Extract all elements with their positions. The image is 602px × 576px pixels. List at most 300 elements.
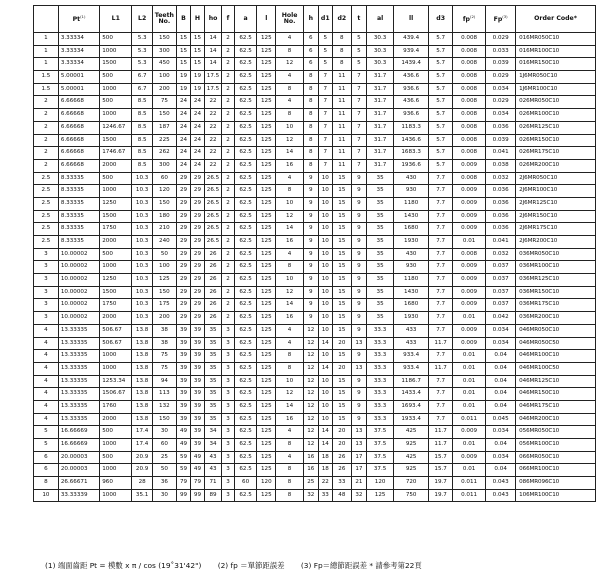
table-cell: 15	[191, 33, 204, 46]
table-cell: 10.3	[132, 248, 153, 261]
table-cell: 2000	[100, 312, 132, 325]
column-header-text: al	[376, 14, 384, 22]
table-cell: 10	[318, 172, 332, 185]
table-cell: 19	[191, 83, 204, 96]
table-cell: 4	[34, 362, 59, 375]
table-cell: 39	[191, 337, 204, 350]
table-cell: 7	[351, 159, 367, 172]
table-cell: 10.3	[132, 197, 153, 210]
table-cell: 10	[318, 185, 332, 198]
table-cell: 7	[318, 83, 332, 96]
table-cell: 15	[333, 274, 352, 287]
table-cell: 16	[304, 464, 318, 477]
table-cell: 62.5	[234, 71, 257, 84]
table-cell: 3	[222, 489, 234, 502]
table-cell: 62.5	[234, 223, 257, 236]
table-row	[34, 197, 596, 210]
table-cell: 10.3	[132, 286, 153, 299]
table-cell: 10.00002	[58, 286, 99, 299]
table-cell: 29	[191, 236, 204, 249]
table-cell: 26.66671	[58, 477, 99, 490]
table-cell: 7	[318, 159, 332, 172]
table-row	[34, 96, 596, 109]
table-cell: 62.5	[234, 185, 257, 198]
table-cell: 26	[204, 261, 222, 274]
table-cell: 125	[257, 312, 276, 325]
table-cell: 35	[204, 413, 222, 426]
table-cell: 2	[222, 71, 234, 84]
table-cell: 7.7	[429, 210, 453, 223]
table-row	[34, 147, 596, 160]
table-cell: 13	[351, 362, 367, 375]
table-cell: 2.5	[34, 223, 59, 236]
table-cell: 0.039	[486, 58, 516, 71]
table-cell: 22	[204, 134, 222, 147]
table-cell: 2	[222, 96, 234, 109]
table-cell: 11	[333, 147, 352, 160]
table-cell: 15.7	[429, 451, 453, 464]
order-code-cell: 106MR100C10	[516, 489, 596, 502]
table-cell: 29	[191, 312, 204, 325]
table-cell: 187	[152, 121, 176, 134]
table-cell: 15	[176, 33, 190, 46]
table-cell: 60	[234, 477, 257, 490]
table-cell: 7	[318, 71, 332, 84]
table-cell: 125	[257, 236, 276, 249]
table-cell: 0.036	[486, 223, 516, 236]
table-cell: 26.5	[204, 223, 222, 236]
table-cell: 37.5	[367, 426, 394, 439]
table-cell: 0.036	[486, 197, 516, 210]
table-cell: 125	[257, 147, 276, 160]
table-cell: 2	[222, 147, 234, 160]
table-cell: 7	[318, 134, 332, 147]
table-cell: 31.7	[367, 159, 394, 172]
table-cell: 5.00001	[58, 71, 99, 84]
table-cell: 0.042	[486, 312, 516, 325]
table-cell: 6.66668	[58, 134, 99, 147]
table-cell: 262	[152, 147, 176, 160]
table-cell: 10.3	[132, 223, 153, 236]
table-cell: 6	[304, 58, 318, 71]
table-cell: 4	[34, 388, 59, 401]
column-header-text: ho	[208, 14, 218, 22]
table-cell: 62.5	[234, 96, 257, 109]
table-cell: 430	[394, 172, 429, 185]
table-cell: 0.04	[486, 362, 516, 375]
table-cell: 5	[351, 45, 367, 58]
table-cell: 125	[257, 109, 276, 122]
table-cell: 433	[394, 337, 429, 350]
table-cell: 50	[152, 248, 176, 261]
table-cell: 10.3	[132, 312, 153, 325]
table-cell: 5.7	[429, 45, 453, 58]
column-header	[222, 6, 234, 33]
table-row	[34, 45, 596, 58]
table-cell: 210	[152, 223, 176, 236]
table-row	[34, 236, 596, 249]
table-cell: 99	[191, 489, 204, 502]
column-header	[351, 6, 367, 33]
table-cell: 62.5	[234, 299, 257, 312]
table-cell: 35	[367, 236, 394, 249]
table-cell: 2	[222, 223, 234, 236]
table-cell: 9	[351, 400, 367, 413]
table-cell: 0.01	[453, 400, 486, 413]
table-cell: 8	[333, 33, 352, 46]
table-cell: 1430	[394, 286, 429, 299]
table-cell: 200	[152, 83, 176, 96]
table-cell: 62.5	[234, 159, 257, 172]
table-cell: 7.7	[429, 400, 453, 413]
table-cell: 62.5	[234, 337, 257, 350]
table-cell: 39	[191, 413, 204, 426]
table-cell: 17	[351, 464, 367, 477]
table-cell: 1000	[100, 362, 132, 375]
table-cell: 2	[34, 147, 59, 160]
table-cell: 35	[367, 197, 394, 210]
column-header-note: (3)	[502, 13, 508, 19]
table-cell: 24	[176, 159, 190, 172]
column-header	[367, 6, 394, 33]
table-cell: 5	[351, 58, 367, 71]
table-cell: 10	[318, 248, 332, 261]
table-cell: 0.009	[453, 299, 486, 312]
table-cell: 94	[152, 375, 176, 388]
table-cell: 125	[257, 121, 276, 134]
table-cell: 3.33334	[58, 33, 99, 46]
table-cell: 26	[204, 299, 222, 312]
table-cell: 15	[191, 58, 204, 71]
table-cell: 7	[351, 71, 367, 84]
table-cell: 14	[318, 362, 332, 375]
table-cell: 15.7	[429, 464, 453, 477]
table-cell: 15	[333, 413, 352, 426]
table-cell: 35	[204, 324, 222, 337]
table-cell: 11	[333, 109, 352, 122]
table-cell: 125	[257, 58, 276, 71]
table-row	[34, 362, 596, 375]
table-cell: 26	[204, 312, 222, 325]
table-cell: 10	[34, 489, 59, 502]
table-cell: 1439.4	[394, 58, 429, 71]
table-cell: 49	[176, 426, 190, 439]
table-cell: 1506.67	[100, 388, 132, 401]
table-cell: 33.3	[367, 388, 394, 401]
table-cell: 9	[351, 312, 367, 325]
table-cell: 9	[351, 223, 367, 236]
table-row	[34, 489, 596, 502]
table-cell: 7	[351, 96, 367, 109]
table-cell: 7	[318, 96, 332, 109]
table-cell: 29	[176, 274, 190, 287]
table-cell: 125	[257, 375, 276, 388]
table-cell: 14	[276, 400, 304, 413]
table-cell: 0.009	[453, 337, 486, 350]
table-cell: 9	[304, 223, 318, 236]
table-cell: 933.4	[394, 362, 429, 375]
table-cell: 7	[318, 147, 332, 160]
table-cell: 2	[34, 109, 59, 122]
table-row	[34, 71, 596, 84]
table-cell: 8.5	[132, 121, 153, 134]
table-cell: 1500	[100, 134, 132, 147]
table-cell: 29	[176, 236, 190, 249]
table-cell: 35	[367, 286, 394, 299]
order-code-cell: 046MR100C10	[516, 350, 596, 363]
table-cell: 4	[276, 426, 304, 439]
table-cell: 62.5	[234, 172, 257, 185]
order-code-cell: 046MR175C10	[516, 400, 596, 413]
table-cell: 32	[304, 489, 318, 502]
table-cell: 0.034	[486, 337, 516, 350]
table-cell: 35	[367, 274, 394, 287]
table-cell: 62.5	[234, 33, 257, 46]
column-header-text: a	[243, 14, 248, 22]
table-cell: 13.33335	[58, 388, 99, 401]
table-cell: 3	[222, 413, 234, 426]
table-cell: 9	[351, 172, 367, 185]
table-cell: 0.04	[486, 439, 516, 452]
column-header-text: d1	[320, 14, 330, 22]
table-cell: 0.037	[486, 261, 516, 274]
table-cell: 29	[191, 286, 204, 299]
table-cell: 9	[304, 286, 318, 299]
table-cell: 300	[152, 45, 176, 58]
table-cell: 1250	[100, 274, 132, 287]
table-cell: 125	[257, 388, 276, 401]
table-cell: 12	[304, 439, 318, 452]
table-cell: 15	[333, 172, 352, 185]
table-cell: 35	[367, 312, 394, 325]
order-code-cell: 026MR150C10	[516, 134, 596, 147]
table-cell: 9	[351, 413, 367, 426]
table-cell: 2	[222, 172, 234, 185]
table-cell: 0.009	[453, 210, 486, 223]
table-cell: 12	[276, 388, 304, 401]
table-cell: 62.5	[234, 261, 257, 274]
table-cell: 32	[351, 489, 367, 502]
table-cell: 13.8	[132, 337, 153, 350]
table-cell: 39	[176, 362, 190, 375]
table-cell: 99	[176, 489, 190, 502]
table-cell: 0.032	[486, 172, 516, 185]
table-cell: 3	[34, 274, 59, 287]
order-code-cell: 036MR200C10	[516, 312, 596, 325]
table-cell: 24	[176, 134, 190, 147]
table-cell: 125	[257, 299, 276, 312]
table-cell: 2	[222, 197, 234, 210]
table-cell: 10.3	[132, 236, 153, 249]
table-cell: 35	[204, 388, 222, 401]
table-cell: 1	[34, 45, 59, 58]
table-cell: 10	[276, 274, 304, 287]
table-cell: 10	[318, 312, 332, 325]
table-cell: 0.036	[486, 210, 516, 223]
table-cell: 2	[222, 83, 234, 96]
table-cell: 8	[304, 96, 318, 109]
table-cell: 12	[304, 388, 318, 401]
table-cell: 125	[257, 197, 276, 210]
table-cell: 0.008	[453, 96, 486, 109]
table-cell: 10	[318, 286, 332, 299]
table-cell: 7	[318, 121, 332, 134]
table-cell: 15	[333, 312, 352, 325]
order-code-cell: 2J6MR050C10	[516, 172, 596, 185]
table-cell: 0.011	[453, 413, 486, 426]
table-cell: 500	[100, 96, 132, 109]
table-cell: 0.009	[453, 324, 486, 337]
table-cell: 33.3	[367, 324, 394, 337]
table-row	[34, 286, 596, 299]
table-cell: 8	[34, 477, 59, 490]
table-cell: 9	[351, 350, 367, 363]
table-cell: 14	[204, 58, 222, 71]
table-cell: 506.67	[100, 337, 132, 350]
order-code-cell: 036MR100C10	[516, 261, 596, 274]
table-cell: 1936.6	[394, 159, 429, 172]
table-cell: 62.5	[234, 134, 257, 147]
table-cell: 60	[152, 439, 176, 452]
table-row	[34, 223, 596, 236]
table-cell: 13	[351, 439, 367, 452]
table-cell: 2	[222, 248, 234, 261]
table-cell: 4	[276, 324, 304, 337]
table-cell: 8	[276, 185, 304, 198]
table-cell: 26	[204, 248, 222, 261]
table-cell: 13.33335	[58, 400, 99, 413]
table-cell: 7	[351, 147, 367, 160]
table-cell: 10	[318, 274, 332, 287]
table-cell: 0.034	[486, 451, 516, 464]
table-cell: 9	[351, 248, 367, 261]
table-cell: 7.7	[429, 388, 453, 401]
table-cell: 1000	[100, 464, 132, 477]
table-cell: 7.7	[429, 236, 453, 249]
table-cell: 11.7	[429, 337, 453, 350]
column-header-text: Hole No.	[281, 11, 298, 25]
table-cell: 39	[191, 388, 204, 401]
table-cell: 506.67	[100, 324, 132, 337]
table-cell: 62.5	[234, 388, 257, 401]
column-header-text: l	[265, 14, 268, 22]
table-cell: 1933.4	[394, 413, 429, 426]
table-cell: 8	[276, 261, 304, 274]
table-cell: 500	[100, 172, 132, 185]
table-cell: 0.008	[453, 147, 486, 160]
table-cell: 9	[304, 185, 318, 198]
table-cell: 8	[276, 45, 304, 58]
table-cell: 1000	[100, 45, 132, 58]
table-cell: 10	[318, 375, 332, 388]
order-code-cell: 046MR200C10	[516, 413, 596, 426]
column-header	[394, 6, 429, 33]
column-header	[304, 6, 318, 33]
table-cell: 29	[176, 210, 190, 223]
table-cell: 450	[152, 58, 176, 71]
table-cell: 5.7	[429, 71, 453, 84]
column-header-text: Order Code*	[534, 14, 577, 22]
table-cell: 1000	[100, 83, 132, 96]
table-cell: 7.7	[429, 185, 453, 198]
table-cell: 0.01	[453, 375, 486, 388]
table-cell: 4	[34, 337, 59, 350]
table-cell: 14	[276, 299, 304, 312]
table-cell: 25	[152, 451, 176, 464]
table-cell: 13.8	[132, 350, 153, 363]
table-row	[34, 312, 596, 325]
table-cell: 16	[276, 159, 304, 172]
table-cell: 15	[176, 45, 190, 58]
table-cell: 0.04	[486, 375, 516, 388]
table-cell: 8	[276, 350, 304, 363]
table-cell: 19	[176, 83, 190, 96]
table-cell: 71	[204, 477, 222, 490]
table-cell: 10.00002	[58, 248, 99, 261]
table-cell: 425	[394, 451, 429, 464]
order-code-cell: 2J6MR125C10	[516, 197, 596, 210]
table-row	[34, 426, 596, 439]
table-cell: 8	[304, 83, 318, 96]
table-cell: 0.011	[453, 477, 486, 490]
table-cell: 12	[276, 210, 304, 223]
table-cell: 0.04	[486, 388, 516, 401]
column-header-text: Fp	[493, 15, 503, 23]
table-cell: 7.7	[429, 299, 453, 312]
table-cell: 4	[276, 71, 304, 84]
table-cell: 26	[333, 464, 352, 477]
table-cell: 10	[318, 223, 332, 236]
table-cell: 9	[304, 248, 318, 261]
table-cell: 100	[152, 71, 176, 84]
table-cell: 10.3	[132, 274, 153, 287]
table-cell: 37.5	[367, 451, 394, 464]
table-cell: 1693.4	[394, 400, 429, 413]
table-cell: 2	[34, 134, 59, 147]
table-cell: 125	[257, 324, 276, 337]
table-cell: 5.7	[429, 121, 453, 134]
order-code-cell: 066MR100C10	[516, 464, 596, 477]
table-cell: 5.7	[429, 33, 453, 46]
table-cell: 12	[276, 286, 304, 299]
table-cell: 0.034	[486, 83, 516, 96]
column-header-text: H	[194, 14, 201, 22]
table-cell: 4	[276, 248, 304, 261]
table-cell: 16	[276, 413, 304, 426]
order-code-cell: 026MR175C10	[516, 147, 596, 160]
table-cell: 7.7	[429, 350, 453, 363]
table-cell: 39	[176, 324, 190, 337]
table-cell: 38	[152, 337, 176, 350]
table-cell: 22	[204, 147, 222, 160]
table-cell: 3	[34, 248, 59, 261]
table-cell: 12	[304, 375, 318, 388]
table-cell: 2	[222, 159, 234, 172]
table-cell: 10	[318, 413, 332, 426]
table-cell: 35	[367, 185, 394, 198]
table-cell: 29	[191, 210, 204, 223]
table-cell: 9	[351, 274, 367, 287]
column-header-text: d3	[436, 14, 446, 22]
column-header	[486, 6, 516, 33]
table-cell: 8	[304, 159, 318, 172]
table-cell: 125	[257, 464, 276, 477]
column-header-text: d2	[337, 14, 347, 22]
table-cell: 2	[222, 261, 234, 274]
table-cell: 8	[304, 71, 318, 84]
table-cell: 125	[257, 489, 276, 502]
table-cell: 5	[34, 426, 59, 439]
